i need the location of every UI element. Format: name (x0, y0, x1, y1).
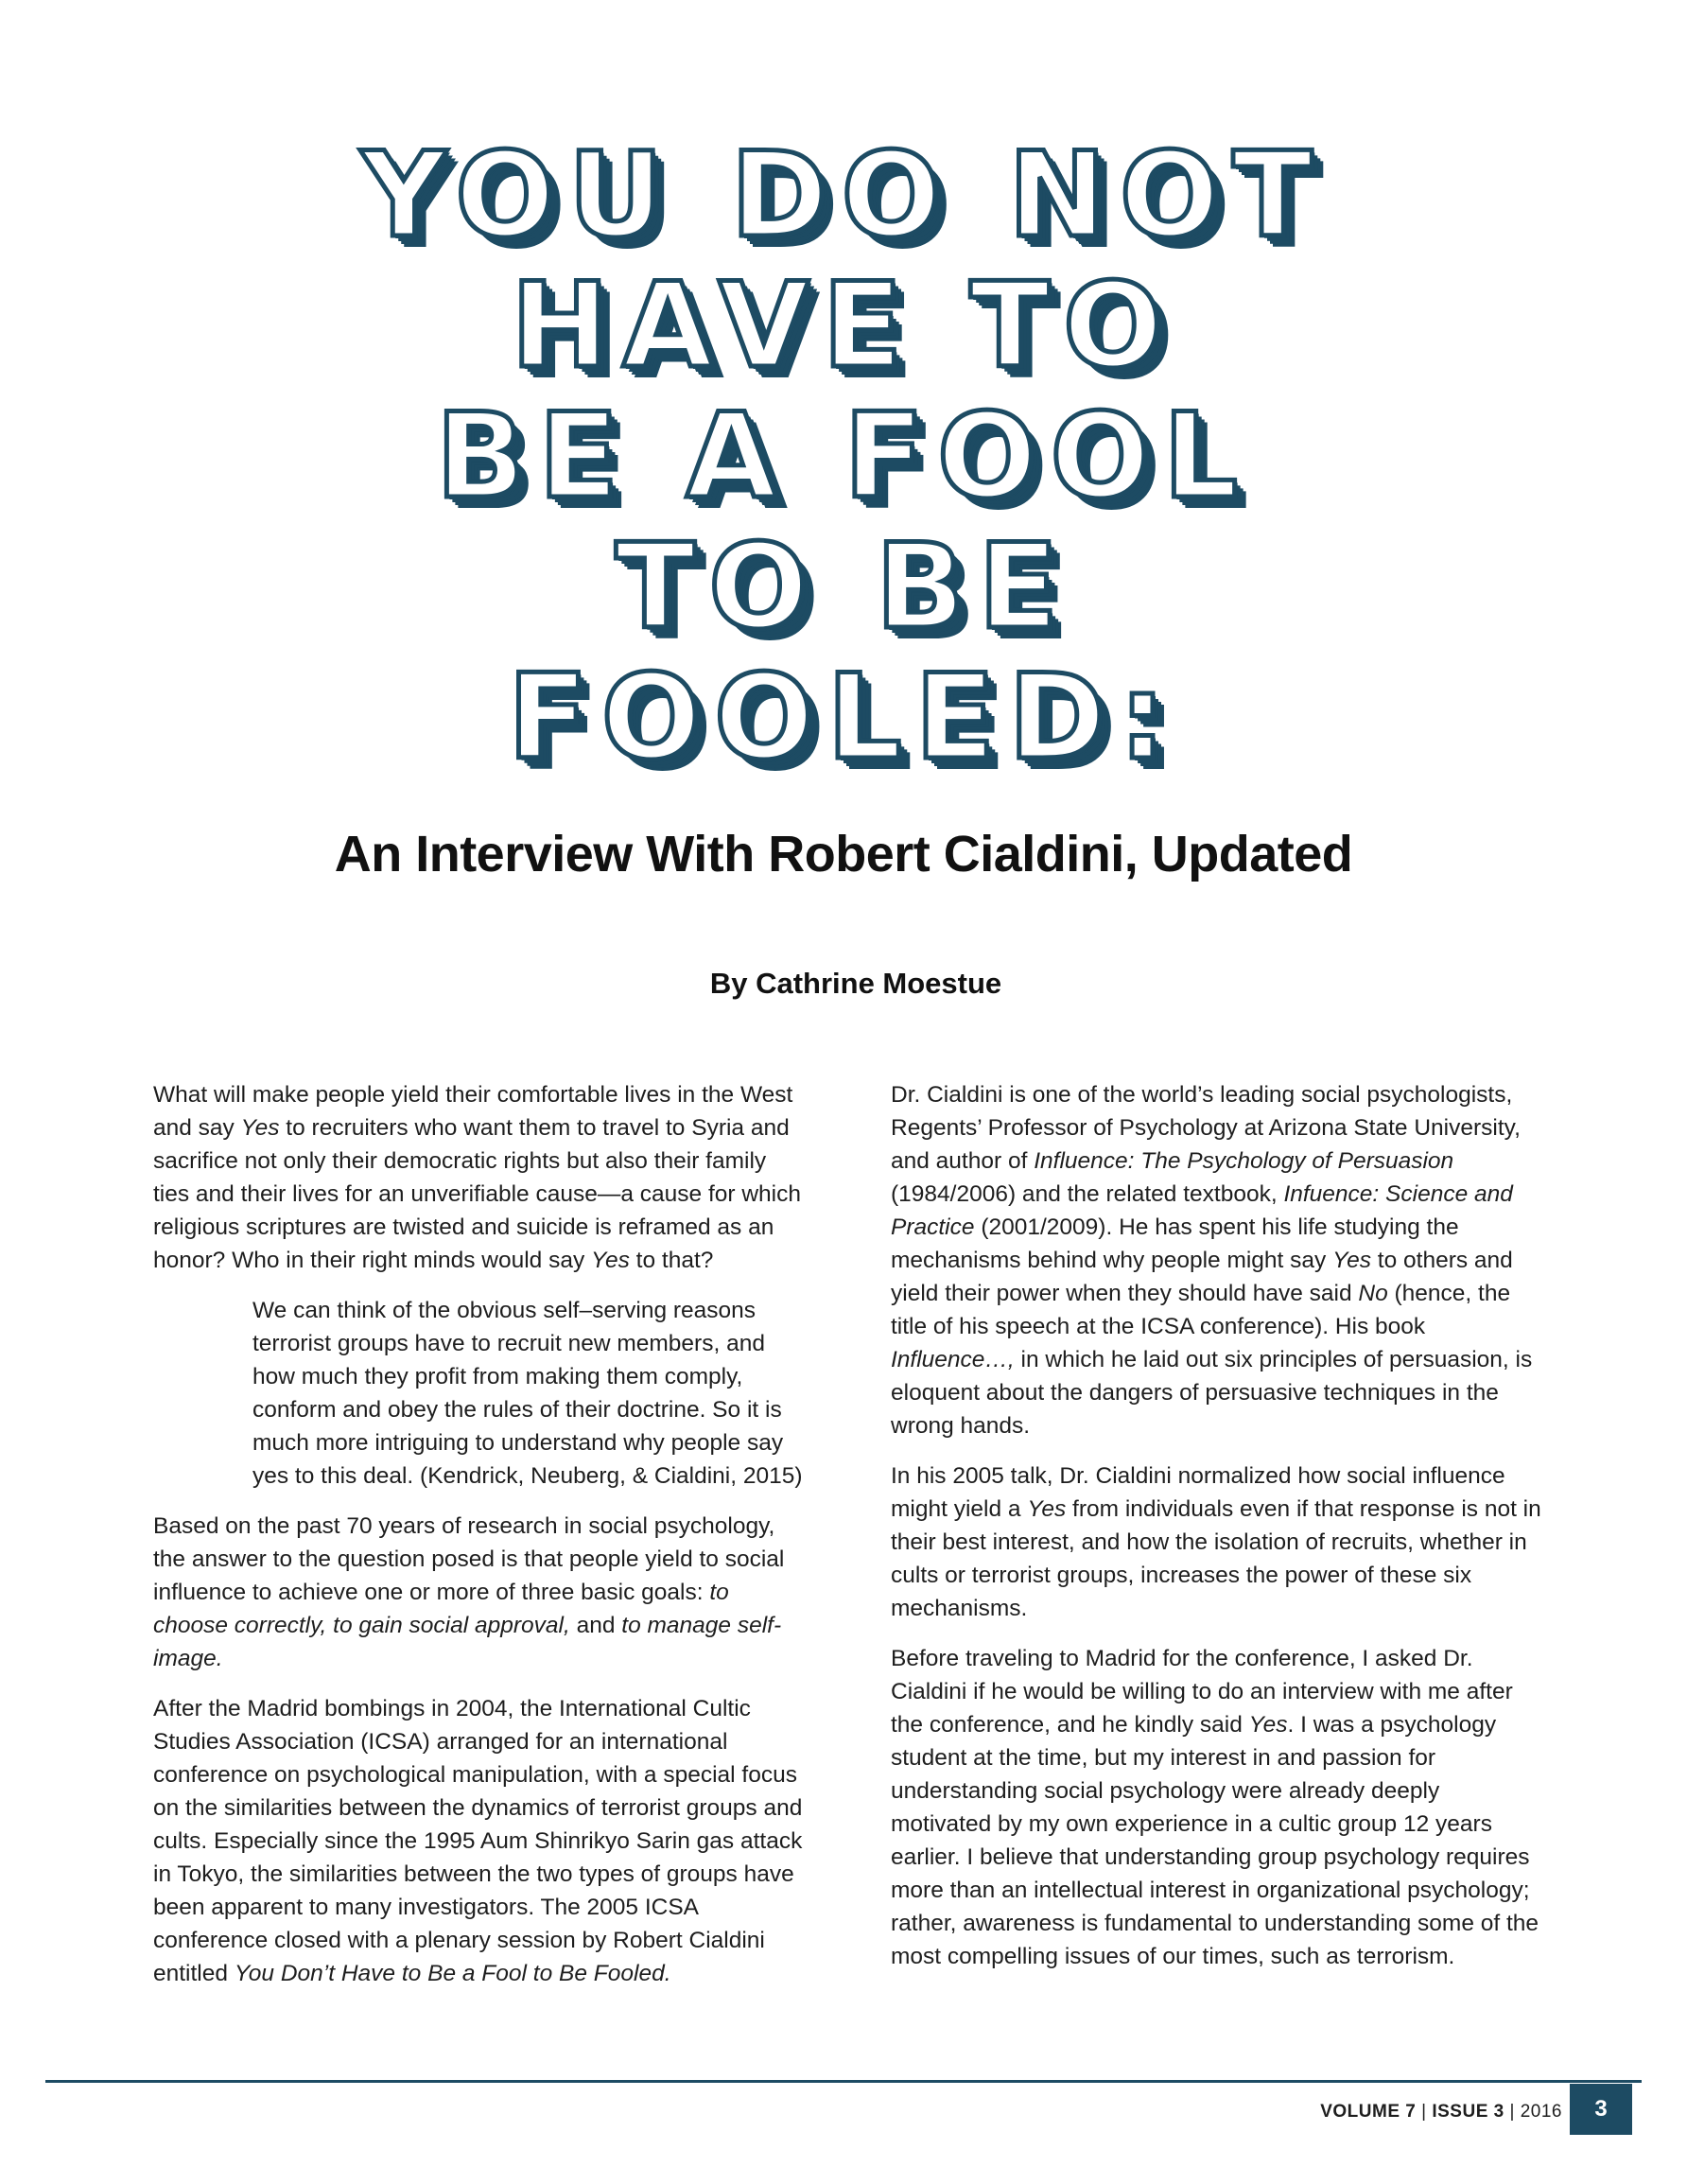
text-run: and (569, 1613, 622, 1638)
text-run: Dr. Cialdini is one of the world’s leading social psychologists, Regents’ Professor of Psychology at Arizona State University, and author of (891, 1082, 1521, 1174)
text-run: to recruiters who want them to travel to Syria and sacrifice not only their democratic rights but also their family ties and their lives for an unverifiable cause—a cause for which religious scriptures are twisted and suicide is reframed as an honor? Who in their right minds would say (153, 1115, 801, 1273)
footer-separator: | (1509, 2102, 1515, 2122)
italic-run: to choose correctly, to gain social approval, (153, 1580, 729, 1638)
text-run: (2001/2009). He has spent his life studying the mechanisms behind why people might say (891, 1214, 1459, 1273)
italic-run: Influence…, (891, 1347, 1015, 1372)
paragraph (891, 1459, 1543, 1625)
title-line-5: FOOLED: (508, 650, 1179, 786)
article-subtitle: An Interview With Robert Cialdini, Updated (334, 826, 1353, 882)
italic-run: Infuence: Science and Practice (891, 1181, 1513, 1240)
byline: By Cathrine Moestue (709, 967, 1002, 1000)
italic-run: Influence: The Psychology of Persuasion (1034, 1148, 1454, 1174)
title-line-2: HAVE TO (511, 258, 1176, 394)
text-run: Based on the past 70 years of research in social psychology, the answer to the question posed is that people yield to social influence to achieve one or more of three basic goals: (153, 1513, 785, 1605)
text-run: from individuals even if that response is not in their best interest, and how the isolation of recruits, whether in cults or terrorist groups, increases the power of these six mechanisms. (891, 1496, 1541, 1621)
title-line-3: BE A FOOL (435, 389, 1252, 525)
paragraph (153, 1692, 806, 1990)
title-line-4: TO BE (615, 519, 1072, 655)
text-run: After the Madrid bombings in 2004, the International Cultic Studies Association (ICSA) arranged for an international conference on psychological manipulation, with a special focus on the similarities between the dynamics of terrorist groups and cults. Especially since the 1995 Aum Shinrikyo Sarin gas attack in Tokyo, the similarities between the two types of groups have been apparent to many investigators. The 2005 ICSA conference closed with a plenary session by Robert Cialdini entitled (153, 1696, 803, 1986)
paragraph (891, 1078, 1543, 1442)
text-run: (1984/2006) and the related textbook, (891, 1181, 1284, 1207)
italic-run: Yes (1027, 1496, 1067, 1522)
italic-run: Yes (240, 1115, 280, 1141)
footer-divider (45, 2080, 1642, 2083)
text-run: . I was a psychology student at the time, but my interest in and passion for understanding social psychology were already deeply motivated by my own experience in a cultic group 12 years earlier. I believe that understanding group psychology requires more than an intellectual interest in organizational psychology; rather, awareness is fundamental to understanding some of the most compelling issues of our times, such as terrorism. (891, 1712, 1539, 1969)
article-title (0, 128, 1687, 786)
paragraph (891, 1642, 1543, 1973)
footer-issue: ISSUE 3 (1432, 2102, 1504, 2122)
text-run: What will make people yield their comfortable lives in the West and say (153, 1082, 793, 1141)
footer-year: 2016 (1520, 2102, 1562, 2122)
italic-run: No (1358, 1281, 1388, 1306)
italic-run: Yes (1248, 1712, 1288, 1738)
footer-separator: | (1421, 2102, 1427, 2122)
right-column (891, 1078, 1543, 1990)
italic-run: You Don’t Have to Be a Fool to Be Fooled. (234, 1961, 671, 1986)
page-number: 3 (1570, 2084, 1632, 2135)
text-run: In his 2005 talk, Dr. Cialdini normalized how social influence might yield a (891, 1463, 1505, 1522)
footer-issue-info (1320, 2102, 1562, 2123)
text-run: (hence, the title of his speech at the ICSA conference). His book (891, 1281, 1511, 1339)
block-quote: We can think of the obvious self–serving reasons terrorist groups have to recruit new members, and how much they profit from making them comply, conform and obey the rules of their doctrine. So it is much more intriguing to understand why people say yes to this deal. (Kendrick, Neuberg, & Cialdini, 2015) (252, 1298, 803, 1489)
paragraph (153, 1078, 806, 1277)
footer-volume: VOLUME 7 (1320, 2102, 1417, 2122)
text-run: in which he laid out six principles of persuasion, is eloquent about the dangers of persuasive techniques in the wrong hands. (891, 1347, 1533, 1439)
italic-run: Yes (591, 1248, 630, 1273)
italic-run: Yes (1332, 1248, 1371, 1273)
title-line-1: YOU DO NOT (361, 128, 1326, 264)
text-run: to that? (629, 1248, 714, 1273)
text-run: to others and yield their power when they should have said (891, 1248, 1513, 1306)
text-run: Before traveling to Madrid for the conference, I asked Dr. Cialdini if he would be willing to do an interview with me after the conference, and he kindly said (891, 1646, 1513, 1738)
italic-run: to manage self-image. (153, 1613, 782, 1671)
paragraph (153, 1510, 806, 1675)
left-column (153, 1078, 806, 2007)
